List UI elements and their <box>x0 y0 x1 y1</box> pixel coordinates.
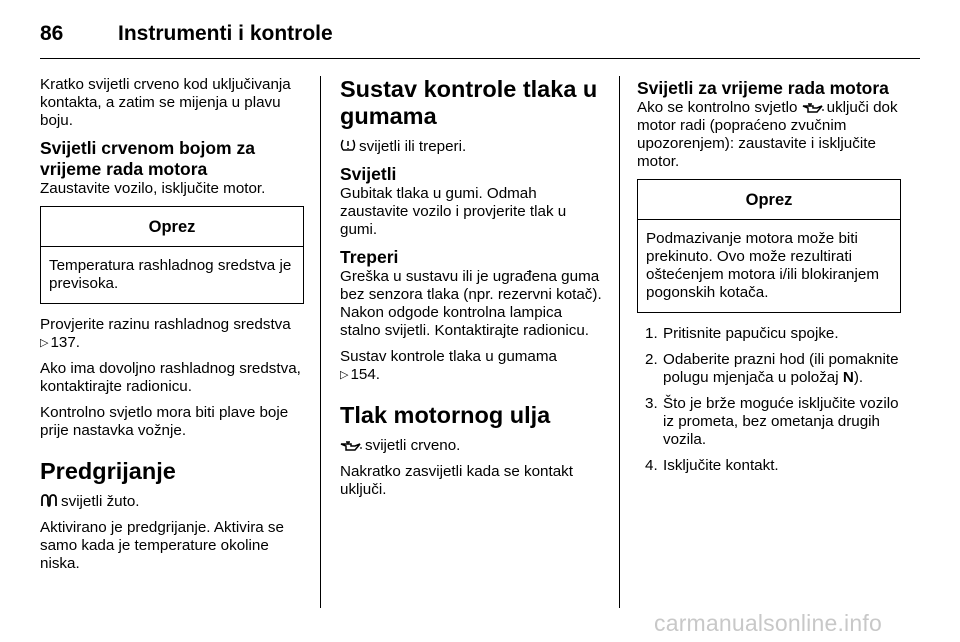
step-text: Isključite kontakt. <box>663 457 779 474</box>
reference-arrow-icon: ▷ <box>40 337 49 349</box>
step-number: 1. <box>645 325 658 342</box>
step-number: 4. <box>645 457 658 474</box>
list-item <box>637 325 901 343</box>
column-divider-1 <box>320 76 321 608</box>
stop-paragraph: Zaustavite vozilo, isključite motor. <box>40 180 266 197</box>
check-coolant-text: Provjerite razinu rashladnog sredstva <box>40 316 291 333</box>
step-text: Pritisnite papučicu spojke. <box>663 325 839 342</box>
step-number: 2. <box>645 351 658 368</box>
caution-body-oil: Podmazivanje motora može biti prekinuto. Ovo može rezultirati oštećenjem motora i/ili blokiranjem pogonskih kotača. <box>646 230 879 301</box>
gear-neutral-label: N <box>842 369 854 386</box>
heading-lit: Svijetli <box>340 164 397 184</box>
list-item <box>637 351 901 387</box>
running-text-pre: Ako se kontrolno svjetlo <box>637 99 798 116</box>
oil-can-icon <box>802 102 824 114</box>
step-text: Što je brže moguće isključite vozilo iz prometa, bez ometanja drugih vozila. <box>663 395 899 448</box>
oil-icon-text: svijetli crveno. <box>365 437 461 454</box>
step-text-end: ). <box>853 369 864 386</box>
column-divider-2 <box>619 76 620 608</box>
oil-can-icon <box>340 440 362 452</box>
oil-paragraph: Nakratko zasvijetli kada se kontakt uključi. <box>340 463 573 498</box>
oil-icon-paragraph <box>340 437 604 455</box>
caution-box-oil <box>637 179 901 313</box>
preheat-icon-paragraph <box>40 493 304 511</box>
heading-flash: Treperi <box>340 247 399 267</box>
running-text-post: uključi dok motor radi (popraćeno zvučnim upozorenjem): zaustavite i isključite motor. <box>637 99 898 170</box>
heading-red-running: Svijetli crvenom bojom za vrijeme rada motora <box>40 138 255 179</box>
step-number: 3. <box>645 395 658 412</box>
page-header <box>40 20 920 60</box>
lit-paragraph: Gubitak tlaka u gumi. Odmah zaustavite vozilo i provjerite tlak u gumi. <box>340 185 567 238</box>
blue-light-paragraph: Kontrolno svjetlo mora biti plave boje prije nastavka vožnje. <box>40 404 289 439</box>
caution-title: Oprez <box>41 207 303 247</box>
column-3 <box>637 76 901 483</box>
watermark: carmanualsonline.info <box>654 610 882 636</box>
preheat-paragraph: Aktivirano je predgrijanje. Aktivira se samo kada je temperature okoline niska. <box>40 519 284 572</box>
heading-oil-pressure: Tlak motornog ulja <box>340 402 551 428</box>
header-divider <box>40 58 920 59</box>
steps-list <box>637 325 901 475</box>
check-coolant-paragraph <box>40 316 304 352</box>
intro-paragraph: Kratko svijetli crveno kod uključivanja kontakta, a zatim se mijenja u plavu boju. <box>40 76 291 129</box>
heading-engine-running: Svijetli za vrijeme rada motora <box>637 78 889 98</box>
heading-preheat: Predgrijanje <box>40 458 176 484</box>
tpms-ref-paragraph <box>340 348 604 384</box>
chapter-title: Instrumenti i kontrole <box>118 22 333 45</box>
caution-body: Temperatura rashladnog sredstva je previsoka. <box>49 257 292 292</box>
column-1 <box>40 76 304 581</box>
preheat-coil-icon <box>40 494 58 508</box>
engine-running-paragraph <box>637 99 901 171</box>
column-2 <box>340 76 604 507</box>
list-item <box>637 457 901 475</box>
caution-box <box>40 206 304 304</box>
coolant-page-ref[interactable]: 137. <box>50 334 81 351</box>
step-text: Odaberite prazni hod (ili pomaknite polugu mjenjača u položaj <box>663 351 899 386</box>
tpms-icon-paragraph <box>340 138 604 156</box>
tire-pressure-icon <box>340 138 356 153</box>
page-number: 86 <box>40 22 64 45</box>
enough-coolant-paragraph: Ako ima dovoljno rashladnog sredstva, kontaktirajte radionicu. <box>40 360 301 395</box>
tpms-ref-text: Sustav kontrole tlaka u gumama <box>340 348 557 365</box>
list-item <box>637 395 901 449</box>
tpms-icon-text: svijetli ili treperi. <box>359 138 467 155</box>
caution-title-oil: Oprez <box>638 180 900 220</box>
tpms-page-ref[interactable]: 154. <box>350 366 381 383</box>
flash-paragraph: Greška u sustavu ili je ugrađena guma bez senzora tlaka (npr. rezervni kotač). Nakon odgode kontrolna lampica stalno svijetli. Kontaktirajte radionicu. <box>340 268 602 339</box>
reference-arrow-icon: ▷ <box>340 369 349 381</box>
preheat-icon-text: svijetli žuto. <box>61 493 140 510</box>
heading-tpms: Sustav kontrole tlaka u gumama <box>340 76 598 129</box>
